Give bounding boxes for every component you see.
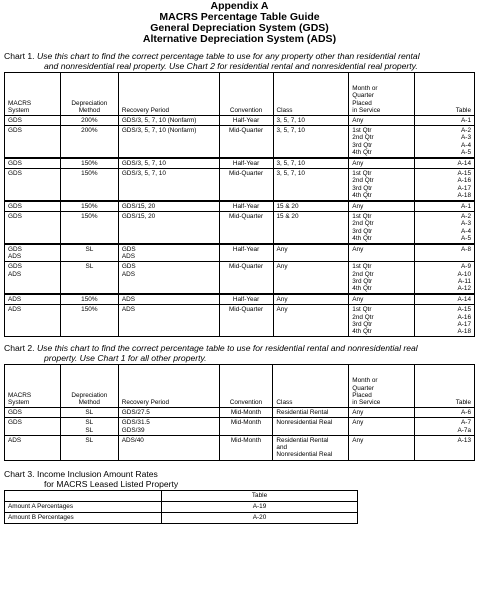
method-cell: 150% (60, 169, 118, 201)
convention-cell: Mid-Month (219, 435, 273, 460)
period-cell: GDS/3, 5, 7, 10 (Nonfarm) (118, 126, 219, 158)
class-cell: Residential Rental and Nonresidential Real (273, 435, 349, 460)
col-header-system: MACRS System (5, 73, 61, 116)
table-cell: A-8 (415, 244, 475, 262)
period-cell: GDS/15, 20 (118, 201, 219, 212)
month-cell: 1st Qtr 2nd Qtr 3rd Qtr 4th Qtr (349, 305, 415, 337)
month-cell: 1st Qtr 2nd Qtr 3rd Qtr 4th Qtr (349, 169, 415, 201)
system-cell: GDS (5, 116, 61, 126)
chart1-note-line2: and nonresidential real property. Use Chart 2 for residential rental and nonresidential real property. (44, 61, 418, 71)
table-row (5, 158, 475, 169)
convention-cell: Mid-Quarter (219, 262, 273, 294)
month-cell: Any (349, 435, 415, 460)
table-row (5, 201, 475, 212)
method-cell: 200% (60, 126, 118, 158)
period-cell: GDS/31.5 GDS/39 (118, 418, 219, 435)
table-cell: A-20 (162, 512, 358, 523)
method-cell: 200% (60, 116, 118, 126)
table-cell: A-19 (162, 501, 358, 512)
chart3-title (4, 469, 479, 489)
chart3-header-row (5, 490, 358, 501)
period-cell: GDS/15, 20 (118, 212, 219, 244)
convention-cell: Mid-Quarter (219, 305, 273, 337)
method-cell: SL (60, 244, 118, 262)
amount-label-cell: Amount B Percentages (5, 512, 162, 523)
chart3-header-table: Table (162, 490, 358, 501)
convention-cell: Half-Year (219, 294, 273, 305)
convention-cell: Mid-Quarter (219, 126, 273, 158)
period-cell: GDS ADS (118, 262, 219, 294)
convention-cell: Half-Year (219, 244, 273, 262)
convention-cell: Half-Year (219, 116, 273, 126)
table-row (5, 408, 475, 418)
chart2-label: Chart 2. (4, 343, 35, 354)
convention-cell: Mid-Quarter (219, 169, 273, 201)
table-row (5, 418, 475, 435)
table-row (5, 435, 475, 460)
chart1-header-row (5, 73, 475, 116)
chart3-header-blank (5, 490, 162, 501)
chart3-table (4, 490, 358, 524)
chart2-note-line2: property. Use Chart 1 for all other property. (44, 353, 207, 364)
period-cell: ADS (118, 294, 219, 305)
month-cell: Any (349, 201, 415, 212)
table-row (5, 244, 475, 262)
period-cell: GDS/27.5 (118, 408, 219, 418)
table-row (5, 501, 358, 512)
month-cell: Any (349, 116, 415, 126)
col-header-convention: Convention (219, 365, 273, 408)
table-cell: A-15 A-16 A-17 A-18 (415, 169, 475, 201)
class-cell: Any (273, 294, 349, 305)
system-cell: GDS (5, 158, 61, 169)
appendix-header (0, 0, 479, 45)
system-cell: ADS (5, 305, 61, 337)
convention-cell: Half-Year (219, 158, 273, 169)
month-cell: 1st Qtr 2nd Qtr 3rd Qtr 4th Qtr (349, 126, 415, 158)
period-cell: ADS (118, 305, 219, 337)
month-cell: Any (349, 408, 415, 418)
system-cell: GDS (5, 169, 61, 201)
system-cell: GDS (5, 418, 61, 435)
chart1-label: Chart 1. (4, 51, 35, 61)
table-cell: A-13 (415, 435, 475, 460)
chart2-note (4, 343, 479, 363)
class-cell: Any (273, 262, 349, 294)
month-cell: Any (349, 244, 415, 262)
system-cell: GDS (5, 212, 61, 244)
system-cell: GDS (5, 201, 61, 212)
convention-cell: Mid-Month (219, 408, 273, 418)
period-cell: GDS/3, 5, 7, 10 (Nonfarm) (118, 116, 219, 126)
table-cell: A-2 A-3 A-4 A-5 (415, 212, 475, 244)
class-cell: 3, 5, 7, 10 (273, 126, 349, 158)
table-cell: A-1 (415, 201, 475, 212)
col-header-table: Table (415, 73, 475, 116)
col-header-system: MACRS System (5, 365, 61, 408)
appendix-title: Appendix A (210, 0, 269, 12)
col-header-table: Table (415, 365, 475, 408)
month-cell: Any (349, 158, 415, 169)
chart2-note-line1: Use this chart to find the correct percentage table to use for residential rental and nonresidential real (36, 343, 418, 354)
ads-title: Alternative Depreciation System (ADS) (142, 33, 337, 45)
method-cell: 150% (60, 201, 118, 212)
method-cell: SL (60, 435, 118, 460)
col-header-period: Recovery Period (118, 73, 219, 116)
class-cell: Any (273, 305, 349, 337)
class-cell: Any (273, 244, 349, 262)
table-cell: A-7 A-7a (415, 418, 475, 435)
table-cell: A-14 (415, 158, 475, 169)
col-header-class: Class (273, 365, 349, 408)
system-cell: GDS ADS (5, 262, 61, 294)
chart2-table (4, 364, 475, 460)
table-row (5, 294, 475, 305)
system-cell: ADS (5, 435, 61, 460)
class-cell: Nonresidential Real (273, 418, 349, 435)
class-cell: 3, 5, 7, 10 (273, 169, 349, 201)
chart1-note-line1: Use this chart to find the correct percentage table to use for any property other than residential rental (36, 51, 420, 61)
class-cell: 15 & 20 (273, 201, 349, 212)
system-cell: GDS (5, 408, 61, 418)
table-row (5, 126, 475, 158)
system-cell: GDS ADS (5, 244, 61, 262)
col-header-convention: Convention (219, 73, 273, 116)
table-cell: A-9 A-10 A-11 A-12 (415, 262, 475, 294)
month-cell: 1st Qtr 2nd Qtr 3rd Qtr 4th Qtr (349, 262, 415, 294)
class-cell: 3, 5, 7, 10 (273, 116, 349, 126)
chart1-note (4, 51, 479, 71)
chart3-title-line2: for MACRS Leased Listed Property (44, 478, 179, 489)
month-cell: Any (349, 418, 415, 435)
chart1-table (4, 72, 475, 337)
method-cell: 150% (60, 158, 118, 169)
table-row (5, 262, 475, 294)
method-cell: SL (60, 408, 118, 418)
chart2-header-row (5, 365, 475, 408)
class-cell: 3, 5, 7, 10 (273, 158, 349, 169)
table-cell: A-6 (415, 408, 475, 418)
method-cell: 150% (60, 294, 118, 305)
col-header-method: Depreciation Method (60, 73, 118, 116)
convention-cell: Mid-Month (219, 418, 273, 435)
period-cell: GDS/3, 5, 7, 10 (118, 158, 219, 169)
table-cell: A-15 A-16 A-17 A-18 (415, 305, 475, 337)
method-cell: 150% (60, 305, 118, 337)
system-cell: ADS (5, 294, 61, 305)
table-row (5, 305, 475, 337)
col-header-month: Month or Quarter Placed in Service (349, 365, 415, 408)
guide-title: MACRS Percentage Table Guide (159, 11, 320, 23)
chart3-title-line1: Chart 3. Income Inclusion Amount Rates (4, 468, 158, 479)
table-cell: A-14 (415, 294, 475, 305)
convention-cell: Half-Year (219, 201, 273, 212)
system-cell: GDS (5, 126, 61, 158)
month-cell: 1st Qtr 2nd Qtr 3rd Qtr 4th Qtr (349, 212, 415, 244)
amount-label-cell: Amount A Percentages (5, 501, 162, 512)
period-cell: GDS/3, 5, 7, 10 (118, 169, 219, 201)
convention-cell: Mid-Quarter (219, 212, 273, 244)
class-cell: 15 & 20 (273, 212, 349, 244)
month-cell: Any (349, 294, 415, 305)
method-cell: SL SL (60, 418, 118, 435)
col-header-method: Depreciation Method (60, 365, 118, 408)
period-cell: ADS/40 (118, 435, 219, 460)
col-header-period: Recovery Period (118, 365, 219, 408)
table-row (5, 512, 358, 523)
table-row (5, 169, 475, 201)
method-cell: SL (60, 262, 118, 294)
table-row (5, 116, 475, 126)
method-cell: 150% (60, 212, 118, 244)
gds-title: General Depreciation System (GDS) (150, 22, 329, 34)
col-header-month: Month or Quarter Placed in Service (349, 73, 415, 116)
table-row (5, 212, 475, 244)
table-cell: A-1 (415, 116, 475, 126)
period-cell: GDS ADS (118, 244, 219, 262)
class-cell: Residential Rental (273, 408, 349, 418)
col-header-class: Class (273, 73, 349, 116)
table-cell: A-2 A-3 A-4 A-5 (415, 126, 475, 158)
